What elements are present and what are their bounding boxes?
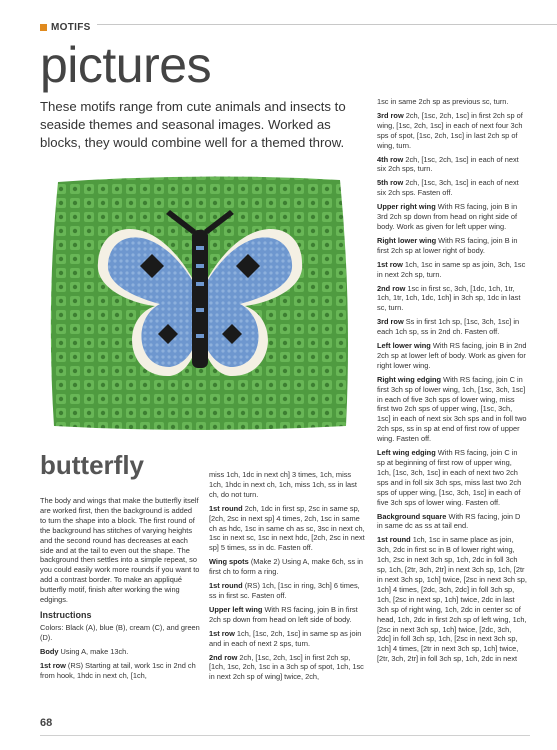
right-lower-wing-row-1 [377,260,527,280]
step-label: 2nd row [377,283,406,293]
page-title: pictures [40,37,212,93]
step-label: Left lower wing [377,341,431,351]
upper-left-wing-step [209,605,367,625]
step-label: 3rd row [377,110,404,120]
step-label: 5th row [377,178,404,188]
instructions-heading: Instructions [40,609,92,620]
step-label: Left wing edging [377,448,436,458]
section-marker [40,24,47,31]
colors-line: Colors: Black (A), blue (B), cream (C), and green (D). [40,622,200,642]
step-text: 1ch, 1sc in same sp as join, 3ch, 1sc in next 2ch sp, turn. [377,259,526,279]
body-step [40,647,200,657]
step-text: 1ch, [1sc, 2ch, 1sc] in same sp as join and in each of next 2 sps, turn. [209,628,362,648]
text-column-1 [40,496,200,684]
step-label: 3rd row [377,317,404,327]
step-text: With RS facing, join B in first 2ch sp at lower right of body. [377,235,518,255]
right-lower-wing-step [377,236,527,256]
step-label: 1st row [40,660,66,670]
continued-text: miss 1ch, 1dc in next ch] 3 times, 1ch, miss 1ch, 1hdc in next ch, 1ch, miss 1ch, ss in last ch, do not turn. [209,470,357,499]
header-rule [40,24,557,25]
step-text: 2ch, [1sc, 3ch, 1sc] in each of next six 2ch sps. Fasten off. [377,178,519,198]
section-header [0,0,557,40]
step-text: 2ch, 1dc in first sp, 2sc in same sp, [2ch, 2sc in next sp] 4 times, 2ch, 1sc in same ch as hdc, 1sc in same ch as sc, 3sc in next ch, 1sc in next sc, 1sc in next hdc, [2ch, 2sc in next sp] 5 times, ss in dc. Fasten off. [209,503,365,553]
footer-rule [40,735,530,736]
step-text: (RS) 1ch, [1sc in ring, 3ch] 6 times, ss in first sc. Fasten off. [209,581,360,600]
step-label: Wing spots [209,557,249,567]
section-subtitle: butterfly [40,450,144,480]
upper-left-wing-row-2 [209,653,367,683]
step-label: 1st row [377,259,403,269]
body-round-1 [209,504,367,554]
right-wing-edging-step [377,375,527,444]
left-lower-wing-step [377,341,527,371]
text-column-3 [377,97,527,668]
step-label: Upper left wing [209,604,263,614]
page-intro: These motifs range from cute animals and insects to seaside themes and seasonal images. Worked as blocks, they would combine well for a themed throw. [40,99,346,150]
step-label: Upper right wing [377,202,436,212]
upper-left-wing-row-1 [209,629,367,649]
right-lower-wing-row-3 [377,317,527,337]
step-text: 2ch, [1sc, 2ch, 1sc] in first 2ch sp of wing, [1sc, 2ch, 1sc] in each of next four 3ch sps of spot, [1sc, 2ch, 1sc] in last 2ch sp of wing, turn. [377,110,523,150]
description: The body and wings that make the butterfly itself are worked first, then the background is added to turn the shape into a block. The first round of the background has stitches of varying heights and the second round has decreases at each side and at the tail to even out the shape. The background then settles into a simple repeat, so you could easily work more rounds if you want to add a contrast border. To make an appliqué butterfly motif, finish after working the wing edgings. [40,496,200,605]
step-label: 4th row [377,154,404,164]
upper-right-wing-step [377,202,527,232]
right-lower-wing-row-2 [377,284,527,314]
background-square-step [377,512,527,532]
step-label: 1st round [377,535,411,545]
step-label: 2nd row [209,652,238,662]
step-text: With RS facing, join C in first 3ch sp of lower wing, 1ch, [1sc, 3ch, 1sc] in each of five 3ch sps of lower wing, miss first two 2ch sps of upper wing, [1sc, 3ch, 1sc] in each of next six 3ch sps and in foll two 2ch sps, ss in sp at end of first row of upper wing. Fasten off. [377,374,527,444]
step-text: 2ch, [1sc, 2ch, 1sc] in first 2ch sp, [1ch, 1sc, 2ch, 1sc in a 3ch sp of spot, 1ch, 1sc in next 2ch sp of wing] twice, 2ch, [209,652,364,682]
step-text: 1sc in first sc, 3ch, [1dc, 1ch, 1tr, 1ch, 1tr, 1ch, 1dc, 1ch] in 3ch sp, 1dc in last sc, turn. [377,283,521,313]
upper-left-wing-row-4 [377,155,527,175]
wing-spots-step [209,557,367,577]
step-text: With RS facing, join B in 2nd 2ch sp at lower left of body. Work as given for right lower wing. [377,341,527,370]
butterfly-motif-photo [40,168,358,438]
step-text: 1ch, 1sc in same place as join, 3ch, 2dc in first sc in B of lower right wing, 1ch, 2sc in next 3ch sp, 1ch, 2dc in foll 3ch sp, 1ch, [2tr, 3ch, 2tr] in next 3ch sp, 1ch, [2tr in next 3ch sp, 1ch] twice, [2sc in next 3ch sp, 1ch] 4 times, [2dc, 3ch, 2dc] in foll 3ch sp, 1ch, [2sc in next sp, 1ch] twice, 2dc in last 3ch sp of right wing, 1ch, 2dc in center sc of head, 1ch, 2dc in first 2ch sp of left wing, 1ch, [2sc in next 3ch sp, 1ch] twice, [2dc, 3ch, 2dc] in foll 3ch sp, 1ch, [2sc in next 3ch sp, 1ch] 4 times, [2tr in next 3ch sp, 1ch] twice, [2tr, 3ch, 2tr] in foll 3ch sp, 1ch, 2dc in next [377,535,527,664]
step-text: (RS) Starting at tail, work 1sc in 2nd ch from hook, 1hdc in next ch, [1ch, [40,660,196,680]
left-wing-edging-step [377,448,527,507]
step-text: With RS facing, join B in first 2ch sp down from head on left side of body. [209,604,358,624]
page-number: 68 [40,717,53,729]
section-tag [40,22,97,33]
step-label: Body [40,646,59,656]
step-text: Using A, make 13ch. [58,646,129,656]
section-label: MOTIFS [51,22,91,33]
step-text: With RS facing, join B in 3rd 2ch sp down from head on right side of body. Work as given for left upper wing. [377,202,518,231]
step-text: With RS facing, join D in same dc as ss at tail end. [377,511,521,531]
continued-text: 1sc in same 2ch sp as previous sc, turn. [377,97,509,106]
upper-left-wing-row-3 [377,111,527,151]
upper-left-wing-row-5 [377,178,527,198]
step-text: With RS facing, join C in sp at beginning of first row of upper wing, 1ch, [1sc, 3ch, 1sc] in each of next two 2ch sps and in foll six 3ch sps, miss last two 2ch sps of upper wing, [1sc, 3ch, 1sc] in each of five 3ch sps of lower wing. Fasten off. [377,448,522,507]
background-round-1 [377,535,527,664]
step-label: Right lower wing [377,235,437,245]
text-column-2 [209,470,367,686]
step-text: 2ch, [1sc, 2ch, 1sc] in each of next six 2ch sps, turn. [377,154,519,174]
wing-spots-round-1 [209,581,367,601]
step-label: Background square [377,511,447,521]
step-label: Right wing edging [377,374,442,384]
step-label: 1st round [209,503,243,513]
step-label: 1st round [209,581,243,591]
body-row-1 [40,661,200,681]
step-text: Ss in first 1ch sp, [1sc, 3ch, 1sc] in each 1ch sp, ss in 2nd ch. Fasten off. [377,317,520,337]
step-label: 1st row [209,628,235,638]
step-text: (Make 2) Using A, make 6ch, ss in first ch to form a ring. [209,557,363,577]
